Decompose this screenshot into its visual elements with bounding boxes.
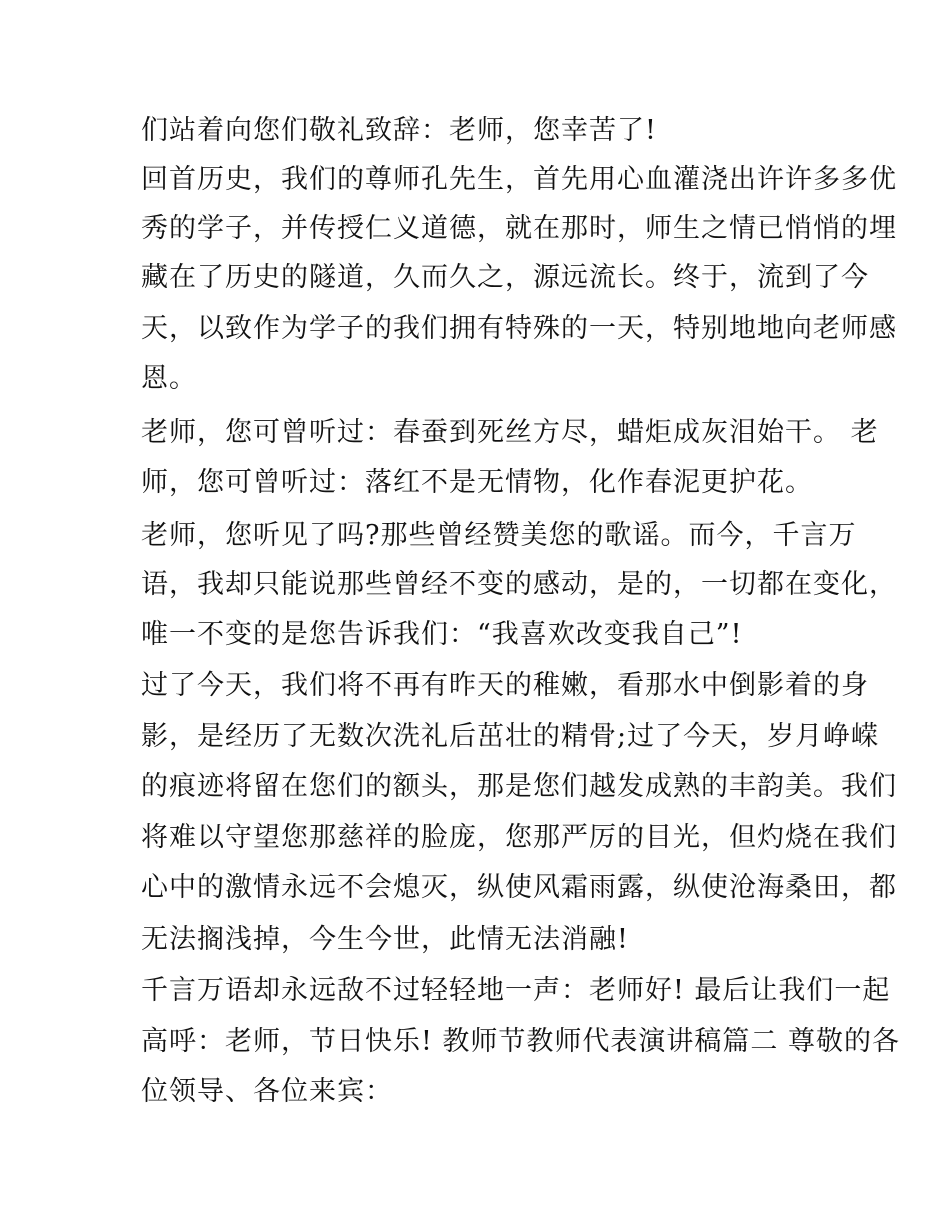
text-line: 影，是经历了无数次洗礼后茁壮的精骨;过了今天，岁月峥嵘 xyxy=(141,721,880,752)
text-line: 心中的激情永远不会熄灭，纵使风霜雨露，纵使沧海桑田，都 xyxy=(141,872,897,903)
text-line: 回首历史，我们的尊师孔先生，首先用心血灌浇出许许多多优 xyxy=(141,164,897,195)
text-line: 藏在了历史的隧道，久而久之，源远流长。终于，流到了今 xyxy=(141,262,869,293)
text-line: 的痕迹将留在您们的额头，那是您们越发成熟的丰韵美。我们 xyxy=(141,771,897,802)
text-line: 将难以守望您那慈祥的脸庞，您那严厉的目光，但灼烧在我们 xyxy=(141,822,897,853)
text-line: 千言万语却永远敌不过轻轻地一声：老师好! 最后让我们一起 xyxy=(141,975,891,1006)
text-line: 们站着向您们敬礼致辞：老师，您幸苦了! xyxy=(141,115,657,146)
text-line: 过了今天，我们将不再有昨天的稚嫩，看那水中倒影着的身 xyxy=(141,670,869,701)
text-line: 高呼：老师，节日快乐! 教师节教师代表演讲稿篇二 尊敬的各 xyxy=(141,1026,901,1057)
text-line: 老师，您可曾听过：春蚕到死丝方尽，蜡炬成灰泪始干。 老 xyxy=(141,417,879,448)
text-line: 秀的学子，并传授仁义道德，就在那时，师生之情已悄悄的埋 xyxy=(141,213,897,244)
text-line: 师，您可曾听过：落红不是无情物，化作春泥更护花。 xyxy=(141,467,813,498)
text-line: 语，我却只能说那些曾经不变的感动，是的，一切都在变化， xyxy=(141,569,897,600)
text-line: 无法搁浅掉，今生今世，此情无法消融! xyxy=(141,924,629,955)
text-line: 位领导、各位来宾： xyxy=(141,1076,393,1107)
text-line: 天，以致作为学子的我们拥有特殊的一天，特别地地向老师感 xyxy=(141,313,897,344)
text-line: 老师，您听见了吗?那些曾经赞美您的歌谣。而今，千言万 xyxy=(141,520,857,551)
text-line: 唯一不变的是您告诉我们：“我喜欢改变我自己”! xyxy=(141,619,743,650)
text-line: 恩。 xyxy=(141,363,197,394)
